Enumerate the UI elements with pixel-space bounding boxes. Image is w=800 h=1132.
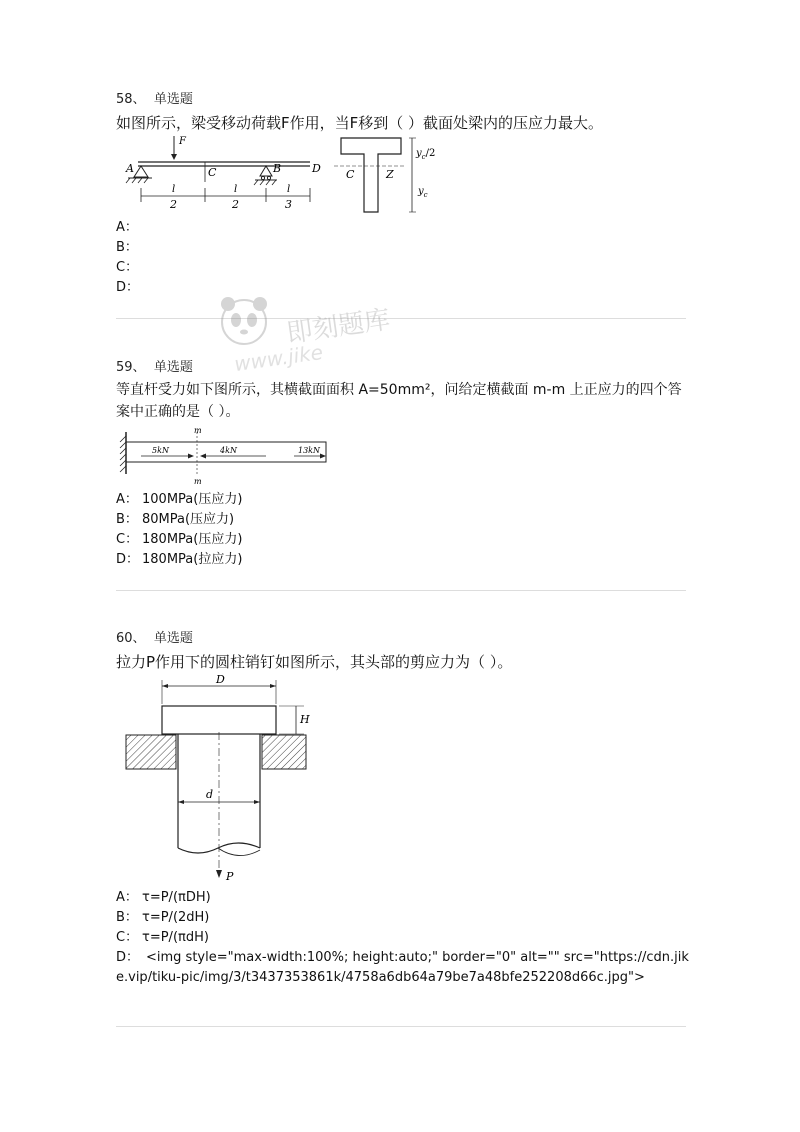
label-C-section: C [346, 168, 355, 181]
option-a[interactable]: A： [116, 220, 138, 235]
label-yc-lower-sub: c [423, 191, 428, 199]
label-m-bottom: m [194, 477, 202, 486]
dim-l2: l [234, 184, 238, 195]
question-header [116, 627, 686, 646]
label-A: A [126, 162, 134, 175]
divider [116, 1026, 686, 1027]
dim-2b: 2 [232, 198, 239, 211]
question-number: 60 [116, 631, 133, 646]
force-13kN: 13kN [298, 446, 321, 455]
question-header [116, 356, 686, 375]
dim-2a: 2 [170, 198, 177, 211]
question-sep: 、 [132, 631, 146, 646]
question-type: 单选题 [153, 360, 193, 375]
label-d: d [206, 788, 214, 801]
question-60 [116, 627, 686, 674]
option-d[interactable]: D： 180MPa(拉应力) [116, 552, 243, 567]
beam-diagram-figure [116, 132, 446, 217]
watermark-brand: 即刻题库 [284, 304, 392, 350]
option-b[interactable]: B： 80MPa(压应力) [116, 512, 235, 527]
option-d[interactable]: D： <img style="max-width:100%; height:auto;" border="0" alt="" src="https://cdn.jike.vip/tiku-pic/img/3/t3437353861k/4758a6db64a79be7a48bfe252208d66c.jpg"> [116, 950, 689, 985]
dim-l3: l [287, 184, 291, 195]
bar-diagram-figure [116, 428, 331, 486]
question-59 [116, 356, 686, 423]
question-sep: 、 [132, 92, 146, 107]
option-b[interactable]: B： τ=P/(2dH) [116, 910, 210, 925]
question-stem: 拉力P作用下的圆柱销钉如图所示，其头部的剪应力为（ ）。 [116, 653, 513, 671]
question-number: 58 [116, 92, 133, 107]
option-c[interactable]: C： [116, 260, 139, 275]
dim-l1: l [172, 184, 176, 195]
question-stem: 如图所示，梁受移动荷载F作用，当F移到（ ）截面处梁内的压应力最大。 [116, 114, 604, 132]
divider [116, 590, 686, 591]
option-c[interactable]: C： τ=P/(πdH) [116, 930, 209, 945]
option-a[interactable]: A： 100MPa(压应力) [116, 492, 243, 507]
question-number: 59 [116, 360, 133, 375]
force-5kN: 5kN [152, 446, 169, 455]
label-P: P [226, 870, 234, 882]
pin-diagram-figure [116, 672, 316, 882]
option-b[interactable]: B： [116, 240, 138, 255]
label-m-top: m [194, 428, 202, 435]
label-D: D [216, 673, 225, 686]
label-D: D [312, 162, 321, 175]
label-Z: Z [386, 168, 394, 181]
question-header [116, 88, 686, 107]
svg-text:yc [417, 186, 428, 199]
question-sep: 、 [132, 360, 146, 375]
question-stem: 等直杆受力如下图所示，其横截面面积 A=50mm²，问给定横截面 m-m 上正应力的四个答案中正确的是（ ）。 [116, 382, 682, 420]
label-F: F [179, 136, 186, 147]
question-58 [116, 88, 686, 135]
option-d[interactable]: D： [116, 280, 140, 295]
option-a[interactable]: A： τ=P/(πDH) [116, 890, 211, 905]
question-type: 单选题 [153, 631, 193, 646]
label-yc-sub: c [421, 153, 426, 161]
label-H: H [300, 713, 310, 726]
force-4kN: 4kN [220, 446, 237, 455]
svg-text:yc/2 [415, 148, 435, 161]
label-yc: y [416, 148, 422, 159]
option-c[interactable]: C： 180MPa(压应力) [116, 532, 243, 547]
label-yc-half: /2 [425, 148, 436, 159]
question-type: 单选题 [153, 92, 193, 107]
label-C: C [208, 166, 217, 179]
dim-3: 3 [285, 198, 292, 211]
panda-logo-icon [214, 290, 274, 350]
label-B: B [273, 162, 282, 175]
watermark-url: www.jike [232, 339, 325, 377]
label-yc-lower: y [418, 186, 424, 197]
